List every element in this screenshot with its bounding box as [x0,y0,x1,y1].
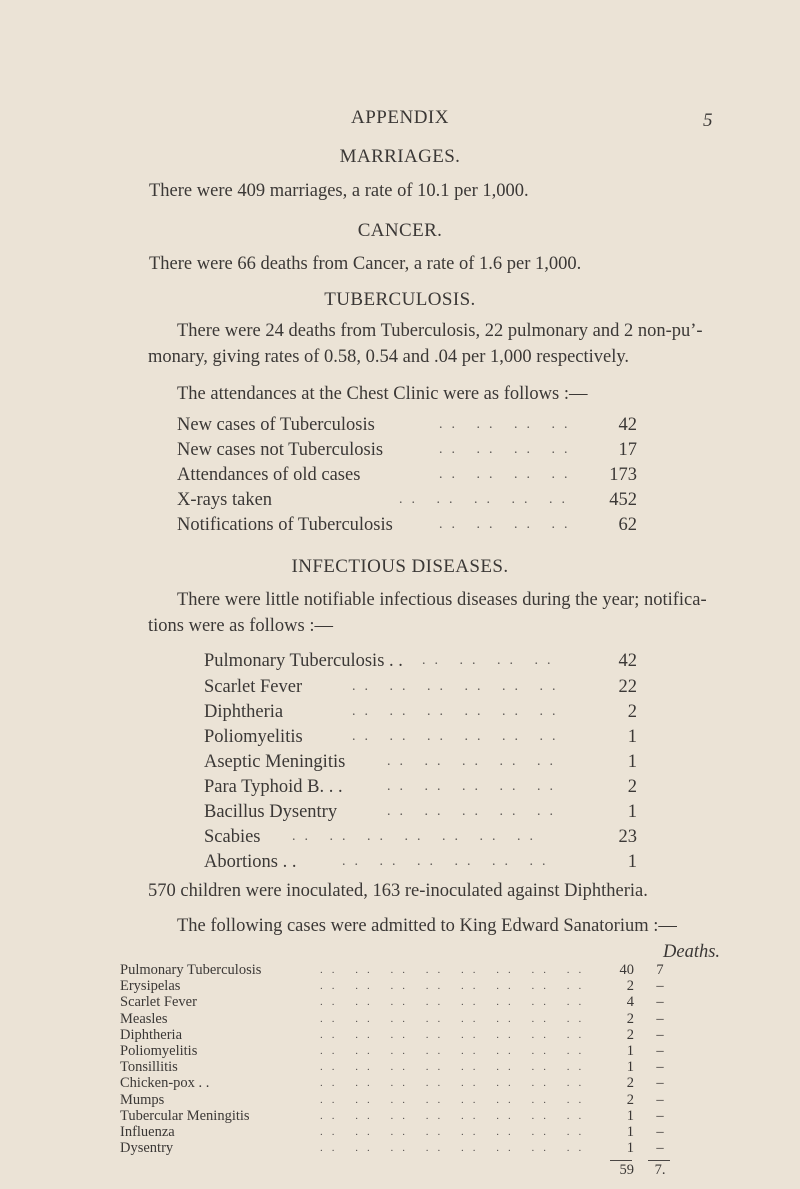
tuberculosis-heading: TUBERCULOSIS. [324,289,476,310]
dot-leaders: .. .. .. .. .. .. .. .. [320,1077,591,1090]
dot-leaders: .. .. .. .. .. [387,779,562,794]
notification-row [204,849,637,875]
dot-leaders: .. .. .. .. .. .. .. .. [320,1093,591,1106]
dot-leaders: .. .. .. .. [439,442,577,457]
sanatorium-label: Mumps [120,1091,165,1108]
notification-value: 42 [618,651,637,671]
totals-row [120,1162,720,1178]
notification-row [204,774,637,800]
notification-label: Scabies [204,827,261,847]
clinic-row-value: 17 [618,440,637,460]
dot-leaders: .. .. .. .. [439,517,577,532]
sanatorium-row [120,1092,720,1108]
notification-value: 1 [627,852,637,872]
dot-leaders: .. .. .. .. .. .. .. .. [320,1061,591,1074]
sanatorium-row [120,1043,720,1059]
notification-label: Aseptic Meningitis [204,752,346,772]
notification-row [204,724,637,750]
page-number: 5 [703,110,713,131]
notification-row [204,648,637,674]
notification-row [204,674,637,700]
clinic-row-label: New cases of Tuberculosis [177,415,375,435]
clinic-row-value: 62 [618,515,637,535]
notification-label: Bacillus Dysentry [204,802,338,822]
clinic-row [177,512,637,538]
dot-leaders: .. .. .. .. .. .. [352,729,565,744]
dot-leaders: .. .. .. .. .. .. .. .. [320,1109,591,1122]
sanatorium-cases: 2 [626,1075,634,1092]
sanatorium-label: Scarlet Fever [120,994,197,1011]
sanatorium-label: Influenza [120,1124,175,1140]
dot-leaders: .. .. .. .. [422,653,560,668]
notification-row [204,799,637,825]
dot-leaders: .. .. .. .. .. .. [352,679,565,694]
sanatorium-cases: 1 [626,1140,634,1157]
marriages-text: There were 409 marriages, a rate of 10.1 per 1,000. [149,181,529,201]
total-cases: 59 [619,1162,634,1179]
notification-row [204,749,637,775]
notification-value: 1 [627,752,637,772]
clinic-row-label: Notifications of Tuberculosis [177,515,393,535]
sanatorium-row [120,1059,720,1075]
sanatorium-deaths: – [656,1026,664,1043]
clinic-row [177,437,637,463]
sanatorium-cases: 2 [626,1010,634,1027]
sanatorium-label: Pulmonary Tuberculosis [120,962,262,978]
notification-row [204,824,637,850]
clinic-row-value: 42 [618,415,637,435]
dot-leaders: .. .. .. .. .. .. [342,854,555,869]
dot-leaders: .. .. .. .. .. .. .. .. [320,996,591,1009]
clinic-row-value: 452 [609,490,637,510]
notification-label: Scarlet Fever [204,677,303,697]
sanatorium-label: Erysipelas [120,978,181,995]
infectious-text-line2: tions were as follows :— [148,616,333,636]
sanatorium-label: Tubercular Meningitis [120,1107,250,1124]
sanatorium-cases: 40 [619,962,634,978]
dot-leaders: .. .. .. .. .. .. .. [292,829,542,844]
sanatorium-row [120,1108,720,1124]
sanatorium-deaths: – [656,1010,664,1027]
dot-leaders: .. .. .. .. .. .. .. .. [320,1028,591,1041]
notification-value: 22 [618,677,637,697]
sanatorium-label: Tonsillitis [120,1059,178,1076]
sanatorium-row [120,994,720,1010]
sanatorium-cases: 1 [626,1124,634,1140]
total-rule-cases [610,1160,632,1161]
sanatorium-row [120,1140,720,1156]
sanatorium-row [120,962,720,978]
clinic-row [177,487,637,513]
dot-leaders: .. .. .. .. .. [387,804,562,819]
inoculation-text: 570 children were inoculated, 163 re-inoculated against Diphtheria. [148,881,648,901]
notification-value: 1 [627,727,637,747]
sanatorium-row [120,1075,720,1091]
infectious-text-line1: There were little notifiable infectious diseases during the year; notifica- [177,590,707,610]
dot-leaders: .. .. .. .. .. .. .. .. [320,964,591,976]
notification-row [204,699,637,725]
notification-value: 1 [627,802,637,822]
clinic-row-label: X-rays taken [177,490,273,510]
running-head: APPENDIX [351,107,449,128]
cancer-text: There were 66 deaths from Cancer, a rate of 1.6 per 1,000. [149,254,582,274]
sanatorium-label: Dysentry [120,1140,174,1157]
sanatorium-row [120,1027,720,1043]
clinic-row-label: Attendances of old cases [177,465,361,485]
dot-leaders: .. .. .. .. .. .. [352,704,565,719]
clinic-row-label: New cases not Tuberculosis [177,440,384,460]
sanatorium-label: Poliomyelitis [120,1043,198,1059]
sanatorium-deaths: – [656,1107,664,1124]
dot-leaders: .. .. .. .. [439,467,577,482]
total-deaths: 7. [654,1162,666,1179]
dot-leaders: .. .. .. .. [439,417,577,432]
dot-leaders: .. .. .. .. .. .. .. .. [320,1126,591,1138]
notification-label: Para Typhoid B. . . [204,777,343,797]
sanatorium-row [120,978,720,994]
sanatorium-row [120,1011,720,1027]
notification-label: Abortions . . [204,852,297,872]
total-rule-deaths [648,1160,670,1161]
sanatorium-label: Chicken-pox . . [120,1075,210,1092]
sanatorium-cases: 4 [626,994,634,1011]
sanatorium-label: Diphtheria [120,1026,183,1043]
sanatorium-deaths: – [656,1091,664,1108]
sanatorium-deaths: – [656,1124,664,1140]
cancer-heading: CANCER. [357,220,443,241]
notification-value: 2 [627,702,637,722]
clinic-row [177,462,637,488]
sanatorium-label: Measles [120,1010,168,1027]
sanatorium-deaths: 7 [656,962,664,978]
notification-label: Diphtheria [204,702,284,722]
sanatorium-cases: 1 [626,1043,634,1059]
notification-value: 2 [627,777,637,797]
dot-leaders: .. .. .. .. .. .. .. .. [320,1012,591,1025]
notification-value: 23 [618,827,637,847]
sanatorium-cases: 2 [626,978,634,995]
sanatorium-deaths: – [656,1075,664,1092]
sanatorium-deaths: – [656,994,664,1011]
dot-leaders: .. .. .. .. .. [387,754,562,769]
tuberculosis-text-line1: There were 24 deaths from Tuberculosis, 22 pulmonary and 2 non-puʼ- [177,321,703,341]
infectious-heading: INFECTIOUS DISEASES. [291,556,509,577]
sanatorium-cases: 1 [626,1107,634,1124]
sanatorium-deaths: – [656,1140,664,1157]
sanatorium-deaths: – [656,1043,664,1059]
sanatorium-deaths: – [656,1059,664,1076]
dot-leaders: .. .. .. .. .. .. .. .. [320,1045,591,1057]
clinic-row-value: 173 [609,465,637,485]
deaths-column-header: Deaths. [663,942,721,962]
dot-leaders: .. .. .. .. .. .. .. .. [320,1142,591,1155]
dot-leaders: .. .. .. .. .. .. .. .. [320,980,591,993]
sanatorium-cases: 1 [626,1059,634,1076]
sanatorium-intro: The following cases were admitted to King Edward Sanatorium :— [177,916,677,936]
clinic-intro: The attendances at the Chest Clinic were as follows :— [177,384,588,404]
marriages-heading: MARRIAGES. [339,146,461,167]
notification-label: Pulmonary Tuberculosis . . [204,651,403,671]
clinic-row [177,412,637,438]
sanatorium-deaths: – [656,978,664,995]
notification-label: Poliomyelitis [204,727,303,747]
tuberculosis-text-line2: monary, giving rates of 0.58, 0.54 and .04 per 1,000 respectively. [148,347,630,367]
sanatorium-row [120,1124,720,1140]
dot-leaders: .. .. .. .. .. [399,492,574,507]
sanatorium-cases: 2 [626,1091,634,1108]
sanatorium-cases: 2 [626,1026,634,1043]
